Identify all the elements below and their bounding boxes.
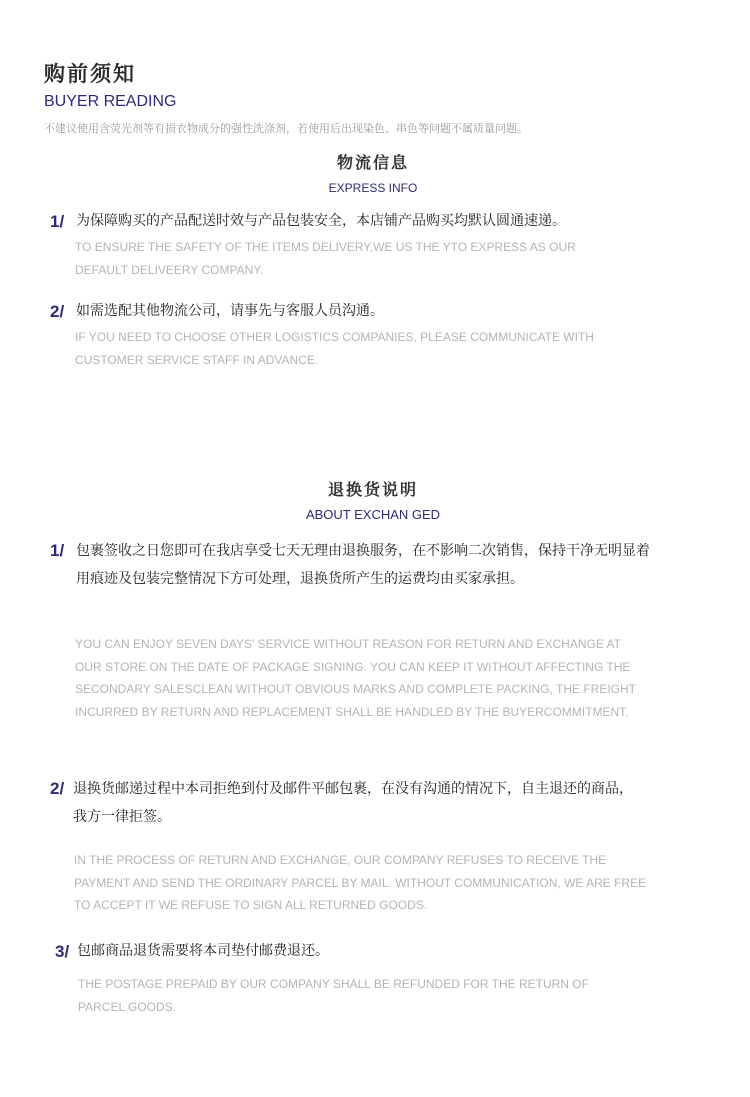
item-number: 3/ <box>55 942 70 961</box>
exchange-section-title-en: ABOUT EXCHAN GED <box>305 507 441 522</box>
item-number: 2/ <box>50 302 65 321</box>
washing-notice: 不建议使用含荧光剂等有损衣物成分的强性洗涤剂，若使用后出现染色、串色等问题不属质量问题。 <box>44 122 528 135</box>
item-text-cn: 退换货邮递过程中本司拒绝到付及邮件平邮包裹，在没有沟通的情况下，自主退还的商品，我方一律拒签。 <box>73 781 633 825</box>
exchange-section-title-cn: 退换货说明 <box>327 480 418 499</box>
item-number: 1/ <box>50 212 65 231</box>
item-number: 2/ <box>50 779 65 798</box>
item-text-en: THE POSTAGE PREPAID BY OUR COMPANY SHALL BE REFUNDED FOR THE RETURN OF PARCEL GOODS. <box>78 977 589 1014</box>
item-number: 1/ <box>50 541 65 560</box>
page-title-en: BUYER READING <box>44 93 177 110</box>
item-text-en: IF YOU NEED TO CHOOSE OTHER LOGISTICS COMPANIES, PLEASE COMMUNICATE WITH CUSTOMER SERVICE STAFF IN ADVANCE. <box>75 330 594 367</box>
item-text-cn: 为保障购买的产品配送时效与产品包装安全，本店铺产品购买均默认圆通速递。 <box>76 213 566 229</box>
page-title-cn: 购前须知 <box>44 62 136 86</box>
express-section-title-cn: 物流信息 <box>336 153 409 172</box>
item-text-en: YOU CAN ENJOY SEVEN DAYS' SERVICE WITHOUT REASON FOR RETURN AND EXCHANGE AT OUR STORE ON THE DATE OF PACKAGE SIGNING. YOU CAN KEEP IT WITHOUT AFFECTING THE SECONDARY SALESCLEAN WITHOUT OBVIOUS MARKS AND COMPLETE PACKING, THE FREIGHT INCURRED BY RETURN AND REPLACEMENT SHALL BE HANDLED BY THE BUYERCOMMITMENT. <box>75 637 636 719</box>
item-text-en: IN THE PROCESS OF RETURN AND EXCHANGE, OUR COMPANY REFUSES TO RECEIVE THE PAYMENT AND SEND THE ORDINARY PARCEL BY MAIL. WITHOUT COMMUNICATION, WE ARE FREE TO ACCEPT IT WE REFUSE TO SIGN ALL RETURNED GOODS. <box>74 853 647 912</box>
item-text-en: TO ENSURE THE SAFETY OF THE ITEMS DELIVERY,WE US THE YTO EXPRESS AS OUR DEFAULT DELIVEERY COMPANY. <box>75 240 576 277</box>
item-text-cn: 如需选配其他物流公司，请事先与客服人员沟通。 <box>76 303 384 319</box>
item-text-cn: 包邮商品退货需要将本司垫付邮费退还。 <box>77 943 329 959</box>
express-section-title-en: EXPRESS INFO <box>328 181 418 195</box>
item-text-cn: 包裹签收之日您即可在我店享受七天无理由退换服务，在不影响二次销售，保持干净无明显着用痕迹及包装完整情况下方可处理，退换货所产生的运费均由买家承担。 <box>76 543 650 587</box>
